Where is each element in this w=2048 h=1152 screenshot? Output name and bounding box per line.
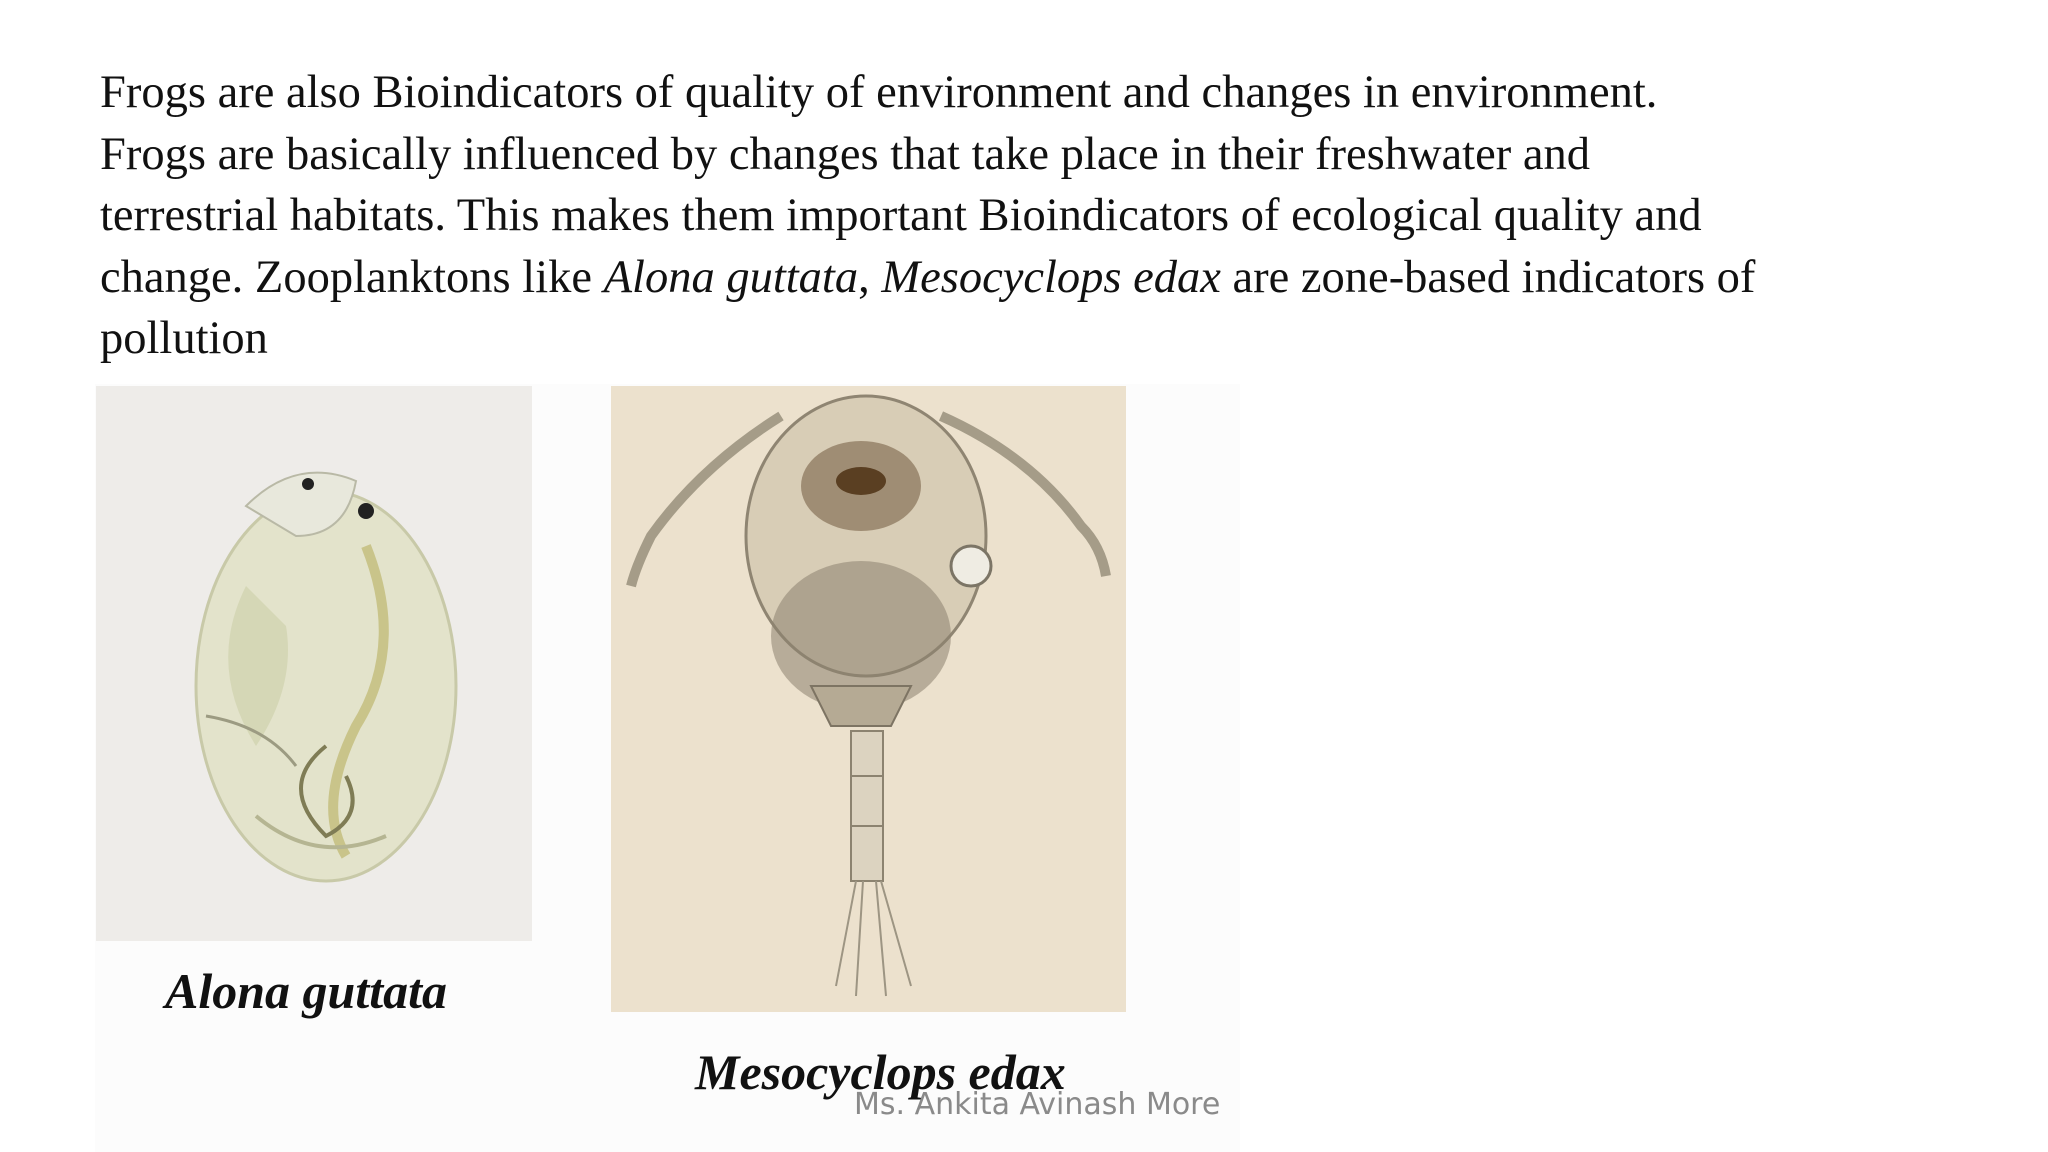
intro-line-4-suffix: are zone-based indicators of: [1220, 251, 1756, 303]
intro-paragraph: [100, 62, 1980, 370]
mesocyclops-edax-image: [611, 386, 1126, 1012]
mesocyclops-edax-micrograph: [611, 386, 1126, 1012]
comma: ,: [858, 251, 882, 303]
intro-line-2: Frogs are basically influenced by changes that take place in their freshwater and: [100, 128, 1590, 180]
caption-alona-guttata: Alona guttata: [165, 963, 448, 1019]
species-name-mesocyclops: Mesocyclops edax: [881, 251, 1221, 303]
intro-line-4-prefix: change. Zooplanktons like: [100, 251, 604, 303]
caption-mesocyclops-edax: Mesocyclops edax: [695, 1044, 1066, 1100]
author-footer: Ms. Ankita Avinash More: [854, 1087, 1221, 1122]
intro-line-1: Frogs are also Bioindicators of quality of environment and changes in environment.: [100, 67, 1658, 118]
alona-guttata-image: [96, 386, 532, 941]
intro-line-3: terrestrial habitats. This makes them important Bioindicators of ecological quality and: [100, 190, 1702, 241]
species-name-alona: Alona guttata: [603, 251, 859, 303]
alona-guttata-illustration: [96, 386, 532, 941]
intro-line-5: pollution: [100, 313, 268, 364]
